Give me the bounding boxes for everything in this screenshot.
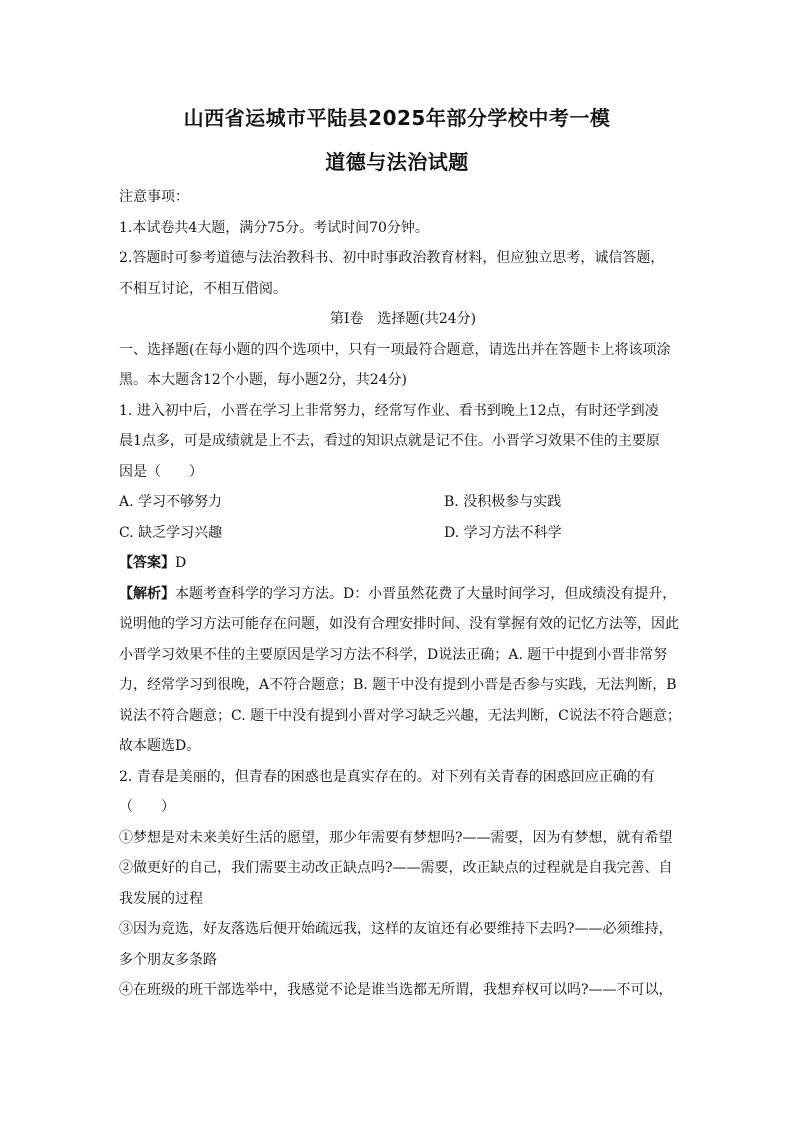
note-item-1: 1.本试卷共4大题，满分75分。考试时间70分钟。 [119,219,429,236]
q1-analysis-line-5: 说法不符合题意；C. 题干中没有提到小晋对学习缺乏兴趣，无法判断，C说法不符合题意； [119,707,681,724]
q2-stem-line-1: 2. 青春是美丽的，但青春的困惑也是真实存在的。对下列有关青春的困惑回应正确的有 [119,768,655,785]
q2-item-2-line-1: ②做更好的自己，我们需要主动改正缺点吗?——需要，改正缺点的过程就是自我完善、自 [119,860,673,876]
answer-tag: 【答案】 [119,555,175,571]
section-intro-line-1: 一、选择题(在每小题的四个选项中，只有一项最符合题意，请选出并在答题卡上将该项涂 [119,341,671,358]
q1-option-a: A. 学习不够努力 [119,494,223,510]
answer-value: D [175,555,187,571]
exam-title: 山西省运城市平陆县2025年部分学校中考一模 [183,106,611,130]
q1-options-row-1 [119,487,687,518]
q2-stem-line-2: （ ） [119,799,175,815]
q2-item-2-line-2: 我发展的过程 [119,890,203,907]
note-item-2-line-2: 不相互讨论，不相互借阅。 [119,280,287,297]
q1-options-row-2 [119,518,687,549]
q2-item-1: ①梦想是对未来美好生活的愿望，那少年需要有梦想吗?——需要，因为有梦想，就有希望 [119,829,673,846]
q1-stem-line-3: 因是（ ） [119,463,203,480]
q1-analysis-line-4: 力，经常学习到很晚，A不符合题意；B. 题干中没有提到小晋是否参与实践，无法判断，B [119,677,677,693]
q1-option-b: B. 没积极参与实践 [444,494,562,510]
section-heading: 第Ⅰ卷 选择题(共24分) [329,311,477,327]
q1-analysis-line-3: 小晋学习效果不佳的主要原因是学习方法不科学，D说法正确；A. 题干中提到小晋非常努 [119,646,668,663]
section-intro-line-2: 黑。本大题含12个小题，每小题2分，共24分) [119,372,407,388]
exam-subtitle: 道德与法治试题 [325,150,469,174]
q1-stem-line-1: 1. 进入初中后，小晋在学习上非常努力，经常写作业、看书到晚上12点，有时还学到凌 [119,402,659,419]
document-body [119,182,687,1006]
q2-item-4-line-1: ④在班级的班干部选举中，我感觉不论是谁当选都无所谓，我想弃权可以吗?——不可以， [119,982,673,998]
q2-item-3-line-1: ③因为竞选，好友落选后便开始疏远我，这样的友谊还有必要维持下去吗?——必须维持， [119,921,673,937]
notes-heading: 注意事项： [119,189,189,205]
analysis-tag: 【解析】 [119,585,175,602]
q1-analysis-line-2: 说明他的学习方法可能存在问题，如没有合理安排时间、没有掌握有效的记忆方法等，因此 [119,616,679,632]
q1-option-d: D. 学习方法不科学 [444,524,562,541]
q1-option-c: C. 缺乏学习兴趣 [119,524,223,541]
q1-stem-line-2: 晨1点多，可是成绩就是上不去，看过的知识点就是记不住。小晋学习效果不佳的主要原 [119,433,660,449]
q2-item-3-line-2: 多个朋友多条路 [119,951,217,968]
q1-answer [119,548,687,579]
q1-analysis-line-1 [119,579,687,610]
analysis-text: 本题考查科学的学习方法。D：小晋虽然花费了大量时间学习，但成绩没有提升， [175,585,677,602]
q1-analysis-line-6: 故本题选D。 [119,738,201,754]
note-item-2-line-1: 2.答题时可参考道德与法治教科书、初中时事政治教育材料，但应独立思考，诚信答题， [119,250,665,266]
